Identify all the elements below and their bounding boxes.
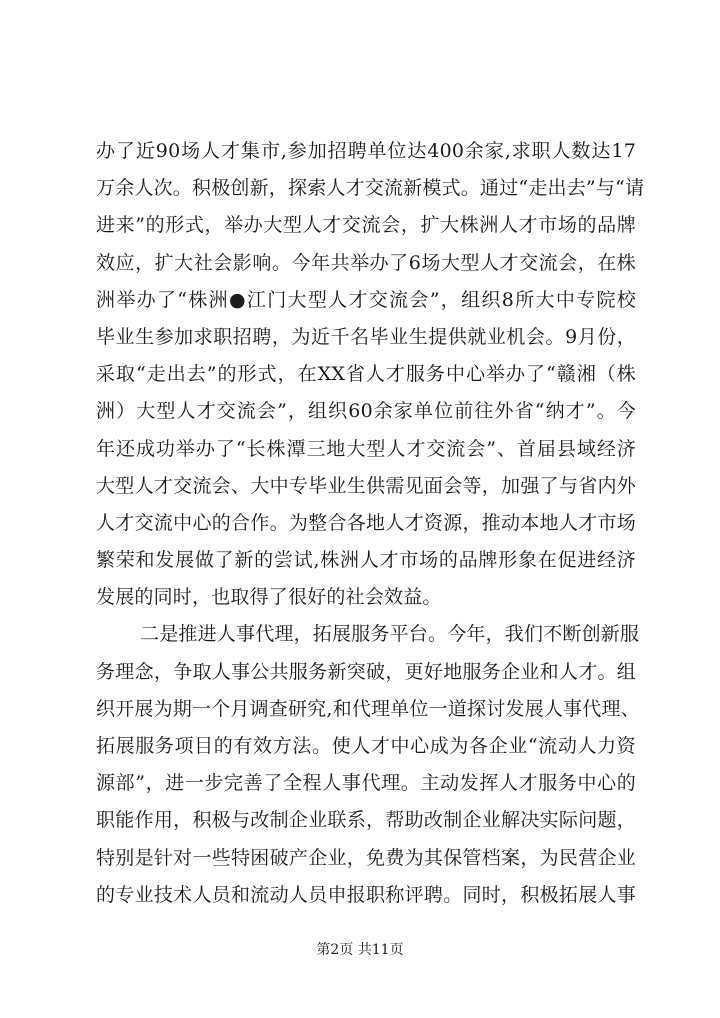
text-line: 发展的同时，也取得了很好的社会效益。 (96, 586, 442, 609)
text-line: 源部”，进一步完善了全程人事代理。主动发挥人才服务中心的 (96, 772, 636, 795)
page-number-footer: 第2页 共11页 (316, 942, 404, 958)
text-line: 人才交流中心的合作。为整合各地人才资源，推动本地人才市场 (96, 511, 636, 534)
text-line: 进来”的形式，举办大型人才交流会，扩大株洲人才市场的品牌 (96, 214, 636, 237)
text-line: 万余人次。积极创新，探索人才交流新模式。通过“走出去”与“请 (96, 177, 645, 200)
text-line: 务理念，争取人事公共服务新突破，更好地服务企业和人才。组 (96, 660, 636, 683)
text-line: 洲）大型人才交流会”，组织60余家单位前往外省“纳才”。今 (96, 400, 636, 423)
text-line: 年还成功举办了“长株潭三地大型人才交流会”、首届县域经济 (96, 437, 636, 460)
text-line: 的专业技术人员和流动人员申报职称评聘。同时，积极拓展人事 (96, 883, 636, 906)
text-line: 采取“走出去”的形式，在XX省人才服务中心举办了“赣湘（株 (96, 363, 636, 386)
text-line: 洲举办了“株洲●江门大型人才交流会”，组织8所大中专院校 (96, 288, 636, 311)
paragraph-1 (96, 133, 645, 616)
text-line: 织开展为期一个月调查研究,和代理单位一道探讨发展人事代理、 (96, 697, 640, 720)
text-line: 毕业生参加求职招聘，为近千名毕业生提供就业机会。9月份， (96, 325, 636, 348)
text-line: 职能作用，积极与改制企业联系，帮助改制企业解决实际问题， (96, 809, 636, 832)
text-line: 大型人才交流会、大中专毕业生供需见面会等，加强了与省内外 (96, 474, 636, 497)
document-body (96, 133, 645, 914)
text-line: 办了近90场人才集市,参加招聘单位达400余家,求职人数达17 (96, 140, 636, 162)
paragraph-2 (96, 616, 640, 914)
text-line: 繁荣和发展做了新的尝试,株洲人才市场的品牌形象在促进经济 (96, 549, 636, 572)
text-line: 二是推进人事代理，拓展服务平台。今年，我们不断创新服 (140, 623, 640, 646)
text-line: 特别是针对一些特困破产企业，免费为其保管档案，为民营企业 (96, 846, 636, 869)
text-line: 拓展服务项目的有效方法。使人才中心成为各企业“流动人力资 (96, 735, 636, 757)
text-line: 效应，扩大社会影响。今年共举办了6场大型人才交流会，在株 (96, 251, 636, 274)
